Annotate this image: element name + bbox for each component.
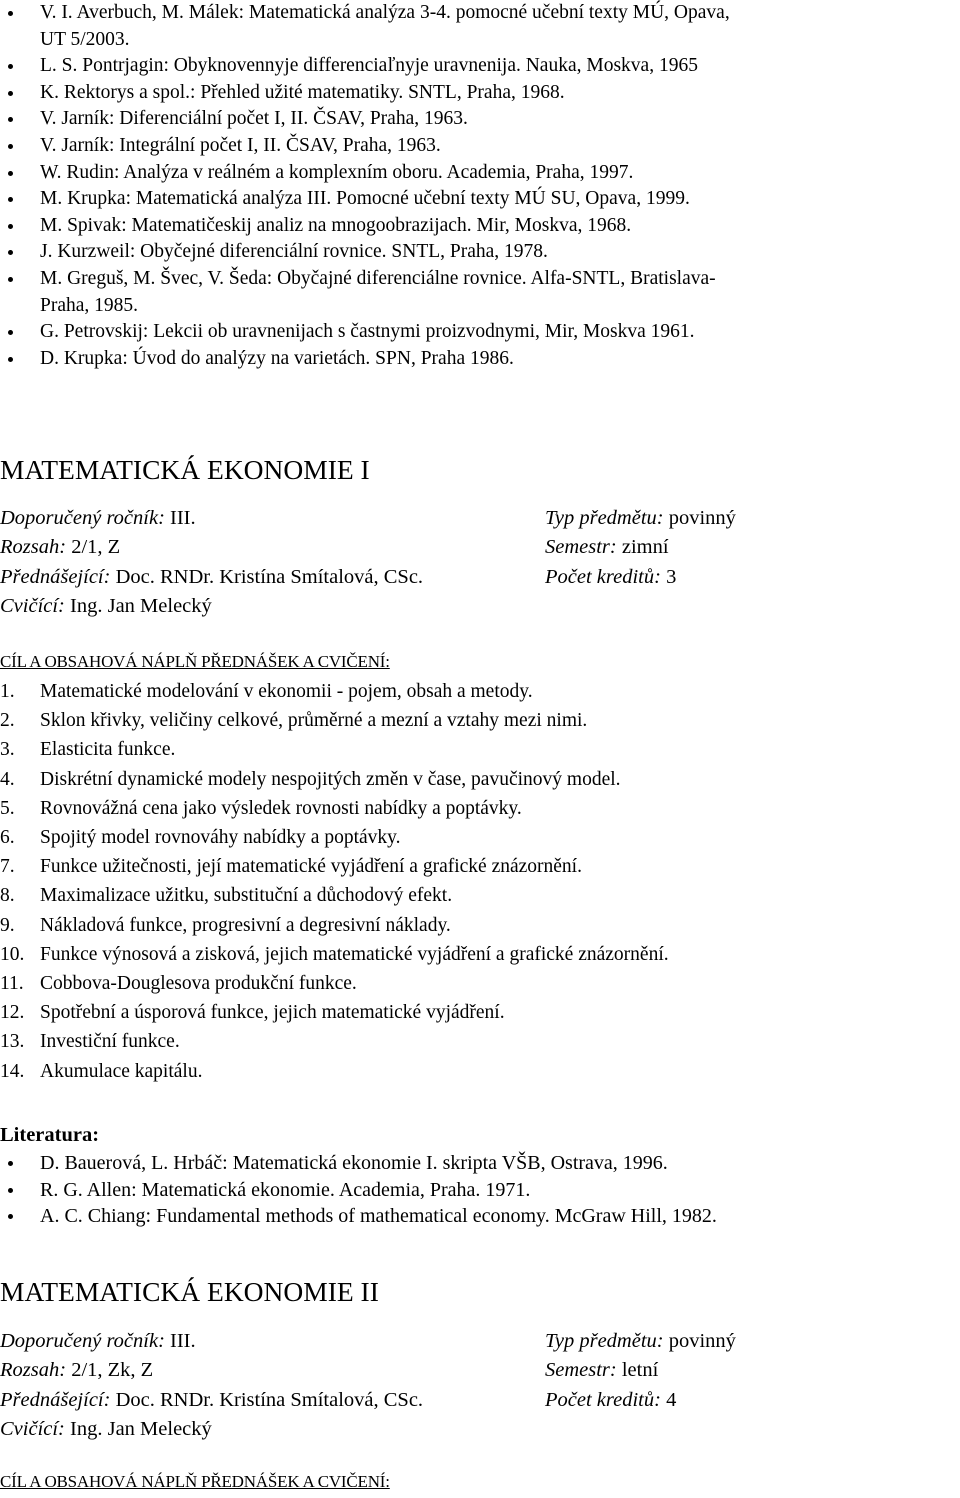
topic-text: Matematické modelování v ekonomii - pojem, obsah a metody. [40,681,533,702]
topic-number: 12. [0,1002,25,1024]
meta-row-tutor [0,592,960,621]
lecturer-value: Doc. RNDr. Kristína Smítalová, CSc. [110,1388,424,1411]
tutor-label: Cvičící: [0,1418,65,1441]
reference-text: V. I. Averbuch, M. Málek: Matematická analýza 3-4. pomocné učební texty MÚ, Opava, [40,2,730,23]
course-meta [0,504,960,622]
type-value: povinný [663,507,736,529]
semester-value: zimní [616,536,669,559]
bullet-icon [8,144,13,149]
topic-number: 1. [0,681,15,702]
topic-number: 2. [0,710,15,732]
topic-item [0,1027,669,1056]
reference-text: D. Krupka: Úvod do analýzy na varietách. SPN, Praha 1986. [40,347,514,369]
topic-number: 11. [0,973,24,995]
reference-item [0,53,730,80]
reference-text: V. Jarník: Diferenciální počet I, II. ČSAV, Praha, 1963. [40,108,468,130]
bullet-icon [8,330,13,335]
lecturer-label: Přednášející: [0,1388,111,1411]
reference-text: G. Petrovskij: Lekcii ob uravnenijach s častnymi proizvodnymi, Mir, Moskva 1961. [40,321,695,343]
topic-text: Elasticita funkce. [40,739,176,761]
topic-item [0,677,669,706]
reference-text: M. Krupka: Matematická analýza III. Pomocné učební texty MÚ SU, Opava, 1999. [40,188,690,210]
bullet-icon [8,91,13,96]
meta-row-year [0,504,960,533]
reference-item [0,0,730,53]
topic-number: 6. [0,827,15,849]
meta-row-scope [0,1356,960,1385]
course-title: MATEMATICKÁ EKONOMIE I [0,454,370,485]
reference-list [0,0,730,372]
topic-number: 13. [0,1031,25,1053]
bullet-icon [8,11,13,16]
year-value: III. [164,507,196,529]
topic-item [0,706,669,735]
tutor-value: Ing. Jan Melecký [64,595,212,618]
topic-text: Cobbova-Douglesova produkční funkce. [40,973,357,995]
bullet-icon [8,1214,13,1219]
topic-text: Sklon křivky, veličiny celkové, průměrné a mezní a vztahy mezi nimi. [40,710,588,732]
semester-label: Semestr: [545,536,617,559]
topic-item [0,735,669,764]
credits-value: 3 [660,565,677,588]
credits-label: Počet kreditů: [545,1388,661,1411]
topic-text: Spotřební a úsporová funkce, jejich matematické vyjádření. [40,1002,505,1024]
bullet-icon [8,64,13,69]
bullet-icon [8,1188,13,1193]
topic-item [0,1057,669,1086]
topic-text: Funkce výnosová a zisková, jejich matematické vyjádření a grafické znázornění. [40,943,669,965]
topic-number: 5. [0,797,15,819]
topic-number: 8. [0,885,15,907]
literature-text: D. Bauerová, L. Hrbáč: Matematická ekonomie I. skripta VŠB, Ostrava, 1996. [40,1152,668,1174]
section-title: CÍL A OBSAHOVÁ NÁPLŇ PŘEDNÁŠEK A CVIČENÍ: [0,1472,390,1491]
course-meta [0,1327,960,1445]
reference-text-continued: Praha, 1985. [40,294,139,316]
meta-row-tutor [0,1415,960,1444]
reference-item [0,266,730,319]
scope-label: Rozsah: [0,536,67,559]
year-label: Doporučený ročník: [0,507,165,529]
topic-text: Spojitý model rovnováhy nabídky a poptávky. [40,827,401,849]
topic-text: Nákladová funkce, progresivní a degresivní náklady. [40,914,451,936]
type-value: povinný [663,1330,736,1352]
topic-number: 10. [0,943,25,965]
scope-label: Rozsah: [0,1359,67,1382]
topic-text: Maximalizace užitku, substituční a důchodový efekt. [40,885,453,907]
scope-value: 2/1, Z [66,536,121,559]
reference-item [0,160,730,187]
topic-item [0,794,669,823]
topic-text: Funkce užitečnosti, její matematické vyjádření a grafické znázornění. [40,856,582,878]
literature-text: R. G. Allen: Matematická ekonomie. Academia, Praha. 1971. [40,1178,531,1201]
reference-text: L. S. Pontrjagin: Obyknovennyje differenciaľnyje uravnenija. Nauka, Moskva, 1965 [40,55,698,77]
bullet-icon [8,250,13,255]
topic-text: Diskrétní dynamické modely nespojitých změn v čase, pavučinový model. [40,768,621,790]
bullet-icon [8,171,13,176]
bullet-icon [8,224,13,229]
reference-item [0,133,730,160]
topic-item [0,940,669,969]
topic-item [0,998,669,1027]
reference-text: V. Jarník: Integrální počet I, II. ČSAV, Praha, 1963. [40,134,441,156]
meta-row-lecturer [0,563,960,592]
reference-item [0,106,730,133]
reference-item [0,186,730,213]
reference-text: W. Rudin: Analýza v reálném a komplexním oboru. Academia, Praha, 1997. [40,161,634,183]
topic-item [0,823,669,852]
reference-text: K. Rektorys a spol.: Přehled užité matematiky. SNTL, Praha, 1968. [40,81,565,103]
semester-value: letní [616,1359,659,1382]
topic-number: 3. [0,739,15,761]
semester-label: Semestr: [545,1359,617,1382]
bullet-icon [8,357,13,362]
reference-text: M. Spivak: Matematičeskij analiz na mnogoobrazijach. Mir, Moskva, 1968. [40,214,632,236]
lecturer-value: Doc. RNDr. Kristína Smítalová, CSc. [110,565,424,588]
meta-row-scope [0,533,960,562]
topic-text: Investiční funkce. [40,1031,180,1053]
year-value: III. [164,1330,196,1352]
bullet-icon [8,197,13,202]
topic-number: 14. [0,1060,25,1082]
bullet-icon [8,117,13,122]
literature-item [0,1177,717,1204]
tutor-value: Ing. Jan Melecký [64,1418,212,1441]
type-label: Typ předmětu: [545,507,664,529]
topic-item [0,911,669,940]
topic-item [0,852,669,881]
scope-value: 2/1, Zk, Z [66,1359,154,1382]
credits-label: Počet kreditů: [545,565,661,588]
reference-text: J. Kurzweil: Obyčejné diferenciální rovnice. SNTL, Praha, 1978. [40,241,548,263]
topic-text: Rovnovážná cena jako výsledek rovnosti nabídky a poptávky. [40,797,522,819]
meta-row-lecturer [0,1386,960,1415]
meta-row-year [0,1327,960,1356]
credits-value: 4 [660,1388,677,1411]
bullet-icon [8,277,13,282]
reference-item [0,239,730,266]
topic-item [0,969,669,998]
literature-text: A. C. Chiang: Fundamental methods of mathematical economy. McGraw Hill, 1982. [40,1205,717,1228]
topic-list [0,677,669,1086]
reference-item [0,213,730,240]
literature-title: Literatura: [0,1124,100,1146]
reference-text-continued: UT 5/2003. [40,28,130,50]
bullet-icon [8,1161,13,1166]
literature-item [0,1203,717,1230]
reference-item [0,319,730,346]
topic-number: 7. [0,856,15,878]
reference-item [0,80,730,107]
type-label: Typ předmětu: [545,1330,664,1352]
topic-item [0,765,669,794]
lecturer-label: Přednášející: [0,565,111,588]
reference-item [0,346,730,373]
topic-number: 9. [0,914,15,936]
section-title: CÍL A OBSAHOVÁ NÁPLŇ PŘEDNÁŠEK A CVIČENÍ: [0,652,390,671]
reference-text: M. Greguš, M. Švec, V. Šeda: Obyčajné diferenciálne rovnice. Alfa-SNTL, Bratislava- [40,267,716,289]
literature-list [0,1150,717,1230]
course-title: MATEMATICKÁ EKONOMIE II [0,1276,379,1307]
literature-item [0,1150,717,1177]
year-label: Doporučený ročník: [0,1330,165,1352]
topic-number: 4. [0,768,15,790]
tutor-label: Cvičící: [0,595,65,618]
topic-text: Akumulace kapitálu. [40,1060,203,1082]
topic-item [0,881,669,910]
